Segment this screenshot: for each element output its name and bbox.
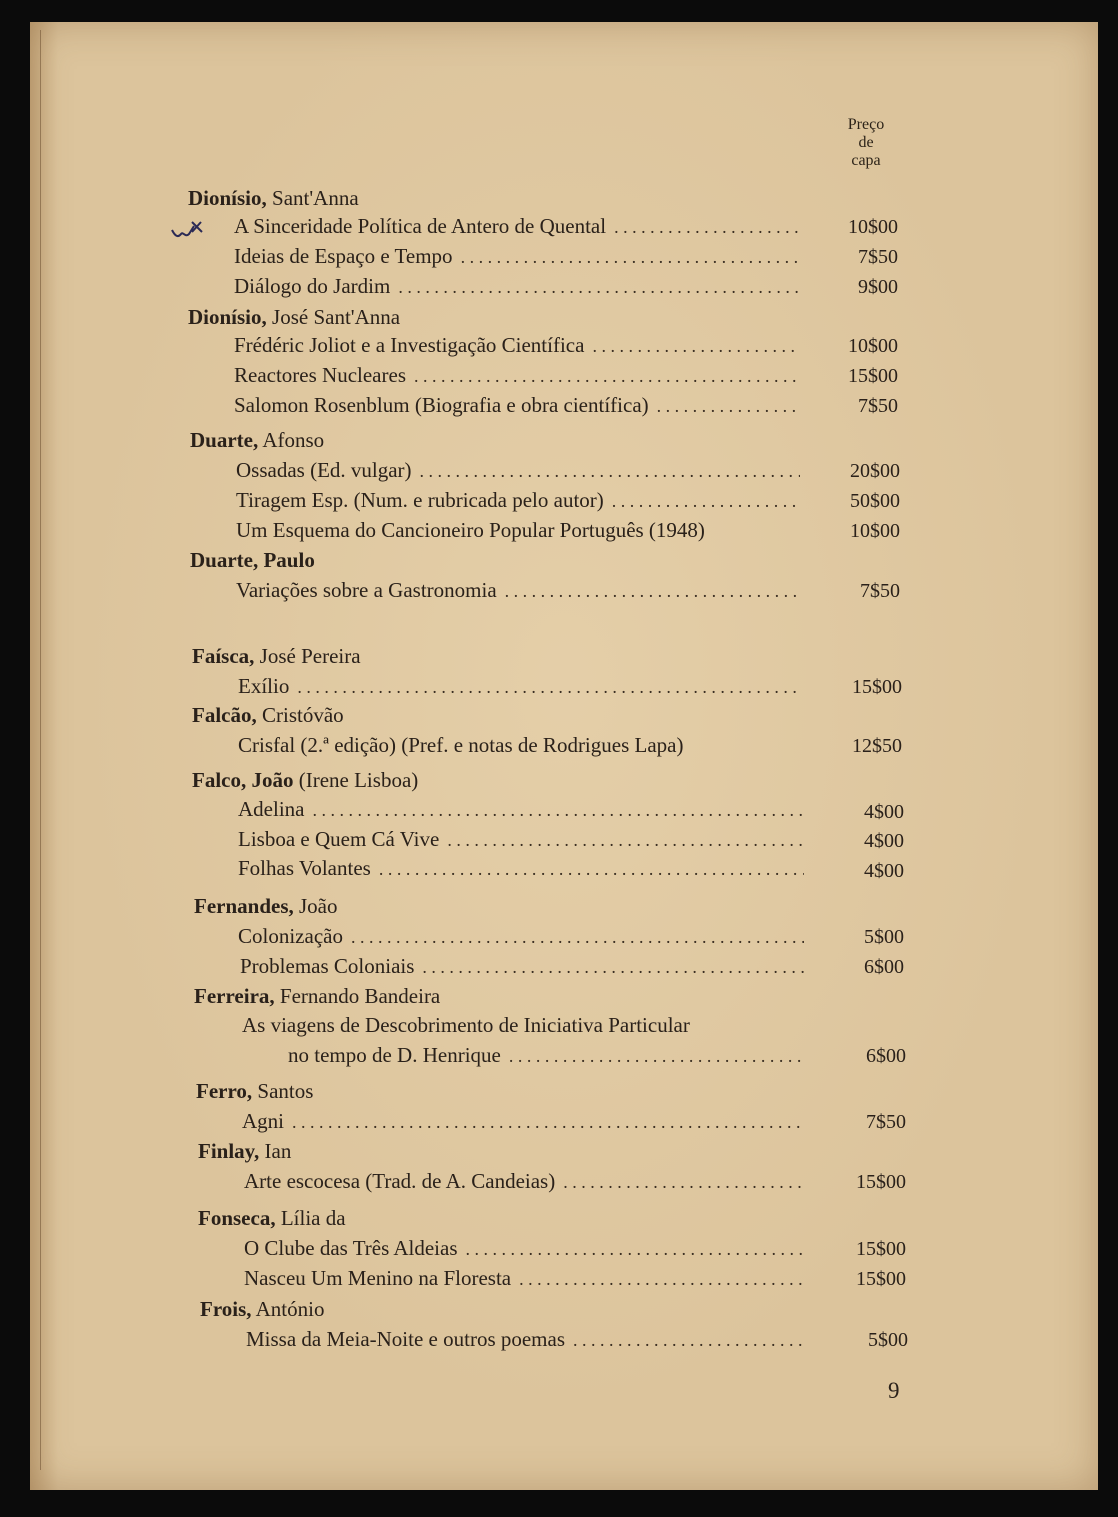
author-heading: Faísca, José Pereira xyxy=(192,644,361,668)
book-entry: A Sinceridade Política de Antero de Quental . . . xyxy=(234,214,804,242)
leader-dots xyxy=(414,366,798,387)
book-price: 15$00 xyxy=(856,1171,906,1193)
book-entry: Tiragem Esp. (Num. e rubricada pelo autor) . . . xyxy=(236,488,806,516)
leader-dots xyxy=(466,1239,806,1260)
book-price: 4$00 xyxy=(864,860,904,882)
book-entry: no tempo de D. Henrique . . . xyxy=(288,1043,812,1071)
book-price: 5$00 xyxy=(868,1329,908,1351)
book-price: 12$50 xyxy=(852,735,902,757)
book-entry: Exílio . . . xyxy=(238,674,808,702)
author-heading: Dionísio, Sant'Anna xyxy=(188,186,359,210)
author-heading: Frois, António xyxy=(200,1297,325,1321)
leader-dots xyxy=(573,1330,806,1351)
book-entry: Arte escocesa (Trad. de A. Candeias) . . . xyxy=(244,1169,812,1197)
book-entry: Ideias de Espaço e Tempo . . . xyxy=(234,244,804,272)
book-price: 7$50 xyxy=(858,246,898,268)
author-heading: Dionísio, José Sant'Anna xyxy=(188,305,401,329)
author-heading: Falcão, Cristóvão xyxy=(192,703,344,727)
book-entry: Nasceu Um Menino na Floresta . . . xyxy=(244,1266,812,1294)
book-entry: Reactores Nucleares . . . xyxy=(234,363,804,391)
leader-dots xyxy=(379,859,804,880)
book-entry: O Clube das Três Aldeias . . . xyxy=(244,1236,812,1264)
leader-dots xyxy=(509,1046,806,1067)
leader-dots xyxy=(420,461,800,482)
author-heading: Duarte, Afonso xyxy=(190,428,325,452)
book-price: 7$50 xyxy=(858,395,898,417)
book-entry: Adelina . . . xyxy=(238,797,810,825)
author-heading: Ferreira, Fernando Bandeira xyxy=(194,984,441,1008)
book-title: Um Esquema do Cancioneiro Popular Português (1948) xyxy=(236,518,705,542)
book-title: As viagens de Descobrimento de Iniciativa Particular xyxy=(242,1013,690,1037)
author-heading: Ferro, Santos xyxy=(196,1079,314,1103)
leader-dots xyxy=(592,336,798,357)
book-price: 6$00 xyxy=(864,956,904,978)
leader-dots xyxy=(292,1112,806,1133)
leader-dots xyxy=(614,217,798,238)
book-price: 9$00 xyxy=(858,276,898,298)
header-line: capa xyxy=(851,152,881,169)
leader-dots xyxy=(563,1172,806,1193)
author-heading: Duarte, Paulo xyxy=(190,548,315,572)
leader-dots xyxy=(461,247,798,268)
leader-dots xyxy=(657,396,798,417)
book-entry: Colonização . . . xyxy=(238,924,810,952)
book-entry: Ossadas (Ed. vulgar) . . . xyxy=(236,458,806,486)
book-entry: Salomon Rosenblum (Biografia e obra científica) . . . xyxy=(234,393,804,421)
book-price: 10$00 xyxy=(848,216,898,238)
book-price: 4$00 xyxy=(864,830,904,852)
book-price: 7$50 xyxy=(860,580,900,602)
book-entry: Lisboa e Quem Cá Vive . . . xyxy=(238,827,810,855)
leader-dots xyxy=(422,957,804,978)
leader-dots xyxy=(398,277,798,298)
book-entry: Problemas Coloniais . . . xyxy=(240,954,810,982)
book-price: 10$00 xyxy=(850,520,900,542)
book-price: 20$00 xyxy=(850,460,900,482)
header-line: de xyxy=(858,134,874,151)
book-entry: Diálogo do Jardim . . . xyxy=(234,274,804,302)
author-heading: Fernandes, João xyxy=(194,894,338,918)
book-entry: Frédéric Joliot e a Investigação Científica . . . xyxy=(234,333,804,361)
book-price: 6$00 xyxy=(866,1045,906,1067)
book-price: 5$00 xyxy=(864,926,904,948)
book-price: 7$50 xyxy=(866,1111,906,1133)
book-entry: Missa da Meia-Noite e outros poemas . . . xyxy=(246,1327,812,1355)
book-price: 15$00 xyxy=(848,365,898,387)
book-price: 15$00 xyxy=(852,676,902,698)
leader-dots xyxy=(312,800,804,821)
leader-dots xyxy=(297,677,802,698)
leader-dots xyxy=(351,927,804,948)
book-price: 10$00 xyxy=(848,335,898,357)
leader-dots xyxy=(447,830,804,851)
author-heading: Finlay, Ian xyxy=(198,1139,292,1163)
book-entry: Agni . . . xyxy=(242,1109,812,1137)
book-price: 4$00 xyxy=(864,801,904,823)
book-price: 50$00 xyxy=(850,490,900,512)
book-title: Crisfal (2.ª edição) (Pref. e notas de Rodrigues Lapa) xyxy=(238,733,684,757)
header-line: Preço xyxy=(847,116,885,133)
leader-dots xyxy=(519,1269,806,1290)
page-number: 9 xyxy=(888,1378,900,1403)
book-entry: Folhas Volantes . . . xyxy=(238,856,810,884)
book-entry: Variações sobre a Gastronomia . . . xyxy=(236,578,806,606)
book-price: 15$00 xyxy=(856,1238,906,1260)
leader-dots xyxy=(505,581,800,602)
author-heading: Falco, João (Irene Lisboa) xyxy=(192,768,419,792)
leader-dots xyxy=(612,491,800,512)
author-heading: Fonseca, Lília da xyxy=(198,1206,346,1230)
book-price: 15$00 xyxy=(856,1268,906,1290)
